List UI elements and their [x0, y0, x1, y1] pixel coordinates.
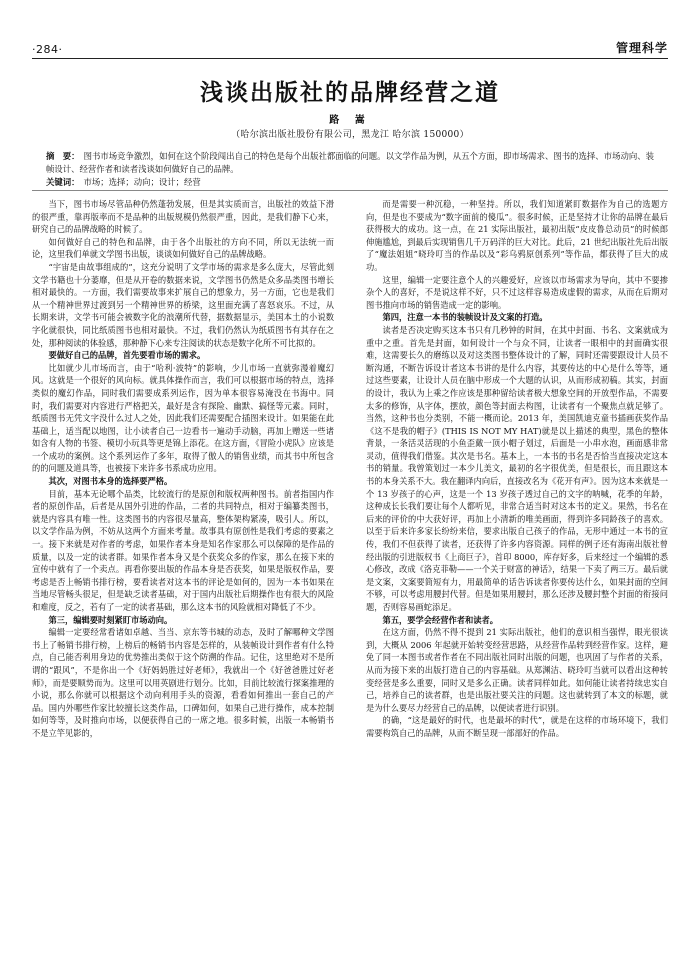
abstract-label: 摘 要：: [46, 151, 80, 161]
paragraph: 而是需要一种沉稳，一种坚持。所以，我们知道紧盯数据作为自己的选题方向，但是也不要成为“数字面前的傻瓜”。很多时候，正是坚持才让你的品牌在最后获得极大的成功。这一点，在 21 实际出版社，最初出版“皮皮鲁总动员”的时候郎伸施尴尬，到最后实现销售几千万码洋的巨大对比。此后，21 世纪出版社先后出版了“魔法姐姐”晓玲叮当的作品以及“彩乌鸦原创系列”等作品，都获得了巨大的成功。: [366, 199, 668, 272]
paragraph: 当下，图书市场尽管品种仍然蓬勃发展，但是其实质而言，出版社的效益下滑的很严重，靠再版率而不是品种的出版规模仍然很严重，因此，是我们静下心来，研究自己的品牌战略的时候了。: [32, 199, 334, 235]
section-heading: 第三，编辑要时刻紧盯市场动向。: [48, 614, 173, 625]
paragraph: 读者是否决定购买这本书只有几秒钟的时间，在其中封面、书名、文案就成为重中之重。首先是封面，如何设计一个与众不同，让读者一眼相中的封面确实很难，这需要长久的磨练以及对这类图书整体设计的了解，同时还需要跟设计人员不断沟通，不断告诉设计者这本书讲的是什么内容，其要传达的中心是什么等等，通过这些要素，让设计人员在脑中形成一个大题的认识，从而形成初稿。其实，封面的设计，我认为上乘之作应该是那种留给读者极大想象空间的开放型作品，不需要太多的修饰，从字体，摆放，颜色等封面去构图，让读者有一个聚焦点就足够了。当然，这种书也分类别，不能一概而论。2013 年，美国凯迪克童书插画获奖作品《这不是我的帽子》(THIS IS NOT MY HAT)就是以上描述的典型，黑色的整体背景，一条活灵活现的小鱼歪戴一顶小帽子划过，后面是一小串水泡，画面感非常灵动，值得我们借鉴。其次是书名。基本上，一本书的书名是否恰当直接决定这本书的销量。我曾策划过一本少儿美文，最初的名字很优美，但是很长，而且跟这本书的本身关系不大。我在翻译内向后，直接改名为《花开有声》。因为这本来就是一个 13 岁孩子的心声，这是一个 13 岁孩子透过自己的文字的呐喊，花季的年龄，这种成长长我们要让每个人都听见，非常合适当时对这本书的定义。果然，书名在后来的评价的中大获好评，再加上小清新的唯美画面，得到许多同龄孩子的喜欢。以至于后来许多家长纷纷来信，要求出版自己孩子的作品，无形中通过一本书的宣传，我们不但获得了读者，还获得了许多内容资源。同样的例子还有海南出版社曾经出版的引进版权书《上商巨子》，首印 8000，库存好多，后来经过一个编辑的悉心修改，改成《洛克菲勒——一个关于财富的神话》，结果一下卖了两三万。最后就是文案，文案要简短有力，用最简单的话告诉读者你要传达什么，如果封面的空间不够，可以考虑用腰封代替。但是如果用腰封，那么还涉及腰封整个封面的衔接问题，否则容易画蛇添足。: [366, 324, 668, 612]
keywords-text: 市场；选择；动向；设计；经营: [83, 177, 201, 187]
abstract-rule: [32, 190, 668, 191]
header-rule: [32, 58, 668, 59]
paragraph: “宇宙是由故事组成的”，这充分说明了文学市场的需求是多么庞大，尽管此刻文学书籍也十分萎靡，但是从开卷的数据来说，文学图书仍然是众多品类图书增长相对最快的。一方面，我们需要故事来扩展自己的想象力，另一方面，它也是我们从一个精神世界过渡到另一个精神世界的桥梁，这里面充满了喜怒哀乐。不过，从长期来讲，文学书可能会被数字化的浪潮所代替，据数据显示，美国本土的小说数字化就很快，同比纸质图书也相对最快。不过，我们仍然认为纸质图书有其存在之处，那种阅读的体验感，那种静下心来专注阅读的状态是数字化所不可比拟的。: [32, 261, 334, 348]
page-number: ·284·: [32, 43, 63, 56]
abstract-block: [46, 150, 654, 189]
author-affiliation: （哈尔滨出版社股份有限公司，黑龙江 哈尔滨 150000）: [231, 130, 469, 140]
abstract-text: 图书市场竞争激烈，如何在这个阶段闯出自己的特色是每个出版社都面临的问题。以文学作品为例，从五个方面，即市场需求、图书的选择、市场动向、装帧设计、经营作者和读者浅谈如何做好自己的品牌。: [46, 151, 655, 174]
left-column: [32, 198, 334, 740]
journal-name: 管理科学: [615, 41, 668, 55]
keywords: [46, 176, 654, 189]
paragraph: 比如就少儿市场而言，由于“哈利·波特”的影响，少儿市场一直就弥漫着魔幻风。这就是一个很好的风向标。就具体操作而言，我们可以根据市场的特点，选择类似的魔幻作品，同时我们需要成系列运作，因为单本很容易淹没在书海中。同时，我们需要对内容进行严格把关，最好是含有探险、幽默、搞怪等元素。同时，纸质图书无凭文字没什么过人之处，因此我们还需要配合插图来设计。如果能在此基础上，适当配以地图，让小读者自己一边看书一遍动手动脑，再加上赠送一些诸如含有人物的书签、模切小玩具等更是锦上添花。在这方面，《冒险小虎队》应该是一个成功的案例。这个系列运作了多年，取得了傲人的销售业绩，而其书中所包含的的问题及道具等，也被接下来许多书系成功应用。: [32, 362, 334, 474]
paragraph: 这里，编辑一定要注意个人的兴趣爱好，应该以市场需求为导向，其中不要掺杂个人的喜好，不是说这样不好，只不过这样容易造成虚假的需求，从而在后期对图书推向市场的销售造成一定的影响。: [366, 274, 668, 310]
abstract: [46, 150, 654, 176]
running-header: [32, 36, 668, 56]
paragraph: 如何做好自己的特色和品牌，由于各个出版社的方向不同，所以无法统一而论，这里我们单就文学图书出版，谈谈如何做好自己的品牌战略。: [32, 236, 334, 260]
right-column: [366, 198, 668, 740]
article-author: 路 嵩: [329, 115, 371, 126]
keywords-label: 关键词：: [46, 177, 80, 187]
paragraph: 的确，“这是最好的时代，也是最坏的时代”，就是在这样的市场环境下，我们需要构筑自己的品牌，从而不断呈现一部部好的作品。: [366, 715, 668, 738]
section-heading: 其次，对图书本身的选择要严格。: [48, 476, 173, 487]
article-title: 浅谈出版社的品牌经营之道: [200, 80, 500, 106]
paragraph: 在这方面，仍然不得不提到 21 实际出版社，他们的意识相当强悍，眼光很读到，大概从 2006 年起就开始转变经营思路，从经营作品转到经营作家。这样，避免了同一本图书或者作者在不同出版社同时出版的问题，也巩固了与作者的关系，从而为接下来的出版打造自己的内容基础。从郑渊洁、晓玲叮当就可以看出这种转变经营是多么重要，同时又是多么正确。读者同样如此。如何能让读者持续忠实自己，培养自己的读者群，也是出版社要关注的问题。这也就转到了本文的标题，就是为什么要尽力经营自己的品牌，以便读者进行识别。: [366, 627, 668, 713]
section-heading: 第四，注意一本书的装帧设计及文案的打造。: [382, 312, 548, 323]
section-heading: 要做好自己的品牌，首先要看市场的需求。: [48, 350, 206, 361]
paragraph: 目前，基本无论哪个品类，比较流行的是原创和版权两种图书。前者指国内作者的原创作品，后者是从国外引进的作品，二者的共同特点，相对于编纂类图书，就是内容具有唯一性。这类图书的内容很尽量高，整体架构紧凑，吸引人。所以，以文学作品为例，不妨从这两个方面来考量。故事具有原创性是我们考虑的要素之一。接下来就是对作者的考虑，如果作者本身是知名作家那么可以保障的是作品的质量，以及一定的读者群。如果作者本身又是个获奖众多的作家，那么在接下来的宣传中就有了一个卖点。再看你要出版的作品本身是否获奖，如果是版权作品，要考虑是否上畅销书排行榜，要看读者对这本书的评论是如何的，因为一本书如果在当地尽管畅头很足，但是缺乏读者基础，对于国内出版社后期操作也有很大的风险和难度，反之，若有了一定的读者基础，那么这本书的风险就相对降低了不少。: [32, 488, 334, 612]
paragraph: 编辑一定要经常看诸如卓越、当当、京东等书城的动态，及时了解哪种文学图书上了畅销书排行榜，上榜后的畅销书内容是怎样的，从装帧设计到作者有什么特点，自己能否利用身边的优势推出类似于这个防溯的作品。记住，这里绝对不是所谓的“跟风”，不是你出一个《好妈妈胜过好老师》，我就出一个《好爸爸胜过好老师》，而是要顺势而为。这里可以用英剧进行划分。比如，目前比较流行探案推理的小说，那么你就可以根据这个动向利用手头的资源，看看如何推出一套自己的产品。国内外哪些作家比较擅长这类作品，口碑如何，如果自己进行操作，成本控制如何等等，及时推向市场，以便获得自己的一席之地。很多时候，出版一本畅销书不是立竿见影的，: [32, 627, 334, 738]
section-heading: 第五，要学会经营作者和读者。: [382, 614, 498, 625]
